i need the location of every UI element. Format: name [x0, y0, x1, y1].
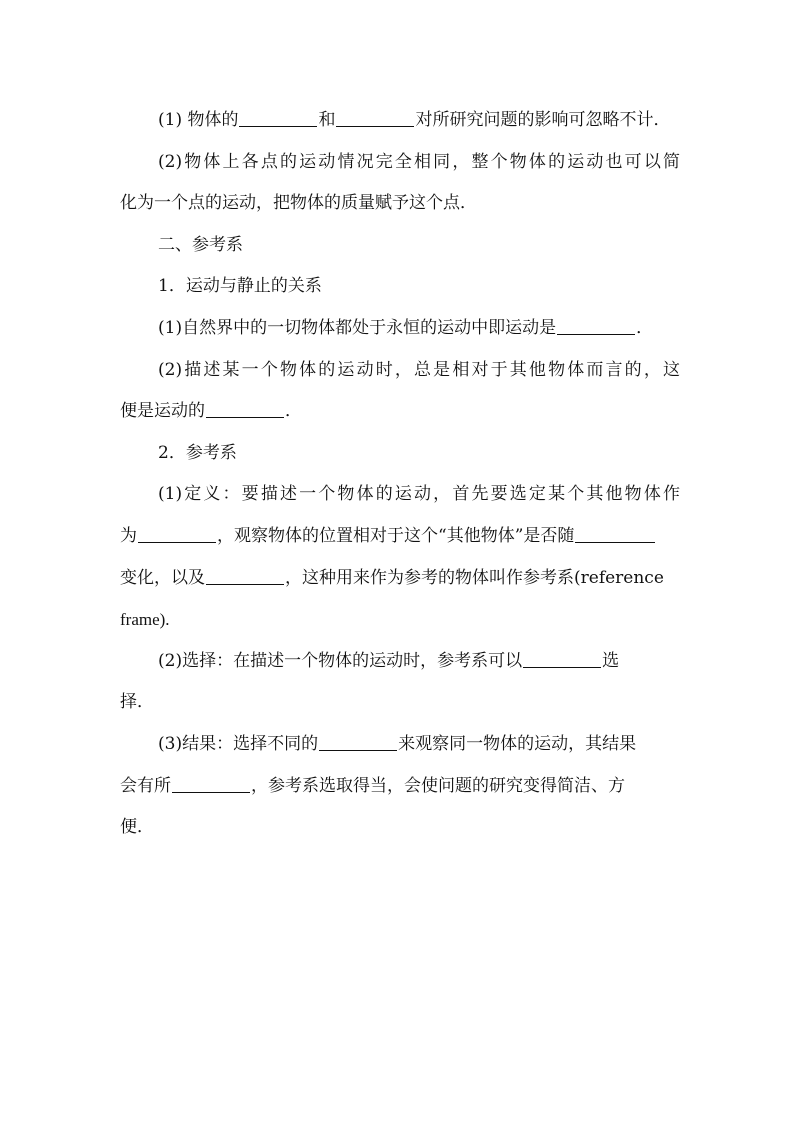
text: 和 [318, 110, 336, 130]
answer-blank [319, 733, 397, 751]
text: 会有所 [120, 775, 171, 796]
answer-blank [138, 525, 216, 543]
text: 对所研究问题的影响可忽略不计． [415, 110, 671, 130]
text: (3)结果：选择不同的 [158, 733, 319, 754]
text: 来观察同一物体的运动，其结果 [398, 733, 637, 754]
answer-blank [172, 775, 250, 793]
text: 便是运动的 [120, 401, 205, 422]
answer-blank [206, 400, 284, 418]
document-page [120, 100, 680, 849]
result-line-3: 便． [120, 817, 154, 838]
item-2-line-2: 化为一个点的运动，把物体的质量赋予这个点． [120, 193, 477, 214]
subsection-title: 1．运动与静止的关系 [158, 276, 322, 297]
choice-line-2: 择． [120, 692, 154, 713]
definition-line-4: frame). [120, 610, 170, 630]
motion-item-2-line-1: (2)描述某一个物体的运动时，总是相对于其他物体而言的，这 [158, 359, 680, 380]
result-line-1 [120, 724, 680, 766]
text: (1)自然界中的一切物体都处于永恒的运动中即运动是 [158, 317, 557, 338]
motion-item-2-line-2 [120, 391, 680, 433]
item-2-line-1: (2)物体上各点的运动情况完全相同，整个物体的运动也可以简 [158, 151, 680, 172]
item-1-line [120, 100, 680, 142]
answer-blank [557, 317, 635, 335]
text: 为 [120, 525, 137, 546]
text: ，参考系选取得当，会使问题的研究变得简洁、方 [251, 775, 625, 796]
answer-blank [239, 109, 317, 127]
definition-line-1: (1)定义：要描述一个物体的运动，首先要选定某个其他物体作 [158, 484, 680, 505]
subsection-title: 2．参考系 [158, 442, 237, 463]
text: ，观察物体的位置相对于这个“其他物体”是否随 [217, 525, 575, 546]
answer-blank [336, 109, 414, 127]
text: (1) 物体的 [158, 110, 239, 130]
text: (2)选择：在描述一个物体的运动时，参考系可以 [158, 650, 523, 671]
answer-blank [575, 525, 655, 543]
answer-blank [206, 567, 284, 585]
result-line-2 [120, 766, 680, 808]
text: ． [636, 317, 654, 338]
definition-line-3 [120, 558, 680, 600]
answer-blank [523, 650, 601, 668]
text: ． [285, 401, 302, 422]
text: 选 [602, 650, 620, 671]
text: 变化，以及 [120, 567, 205, 588]
definition-line-2 [120, 516, 680, 558]
section-heading: 二、参考系 [158, 234, 243, 255]
motion-item-1 [120, 308, 680, 350]
choice-line-1 [120, 641, 680, 683]
text: ，这种用来作为参考的物体叫作参考系(reference [285, 567, 664, 588]
